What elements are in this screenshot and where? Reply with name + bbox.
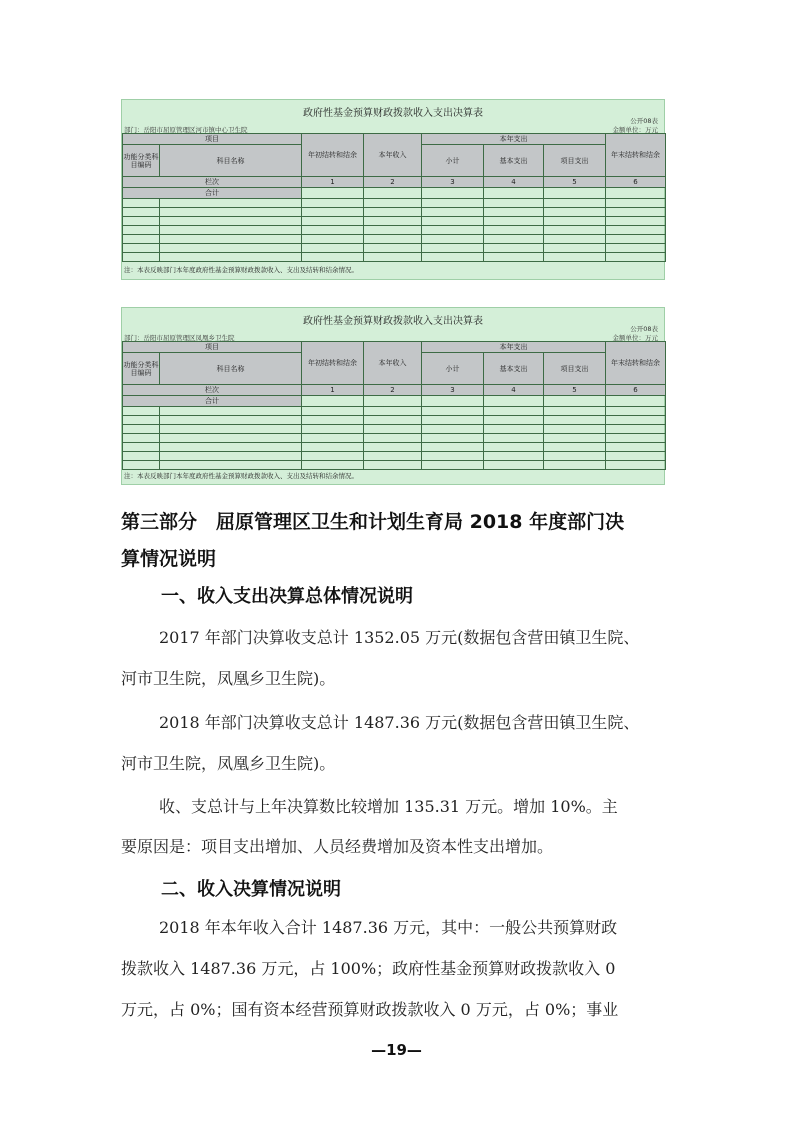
table-row xyxy=(123,452,666,461)
table-row xyxy=(123,199,666,208)
table-row xyxy=(123,235,666,244)
col-num: 5 xyxy=(544,177,606,188)
table-cell xyxy=(484,188,544,199)
header-income: 本年收入 xyxy=(364,342,422,385)
table-cell xyxy=(544,188,606,199)
header-subtotal: 小计 xyxy=(422,145,484,177)
header-item: 项目 xyxy=(123,134,302,145)
paragraph-3-line-2: 要原因是：项目支出增加、人员经费增加及资本性支出增加。 xyxy=(121,837,554,856)
table-row xyxy=(123,244,666,253)
table-row xyxy=(123,416,666,425)
table-code: 公开08表 xyxy=(630,117,658,125)
table-cell xyxy=(544,396,606,407)
table-row xyxy=(123,434,666,443)
part-title-line-2: 算情况说明 xyxy=(121,548,217,570)
table-row xyxy=(123,217,666,226)
col-num: 1 xyxy=(302,177,364,188)
col-num: 3 xyxy=(422,177,484,188)
table-department: 部门：岳阳市屈原管理区凤凰乡卫生院 xyxy=(124,334,235,342)
fund-budget-table-2 xyxy=(121,307,665,485)
col-label: 栏次 xyxy=(123,177,302,188)
part-title-line-1: 第三部分 屈原管理区卫生和计划生育局 2018 年度部门决 xyxy=(121,511,625,533)
table-row xyxy=(123,253,666,262)
section-heading-1: 一、收入支出决算总体情况说明 xyxy=(161,586,413,607)
page-number: —19— xyxy=(371,1041,422,1059)
header-func-code: 功能分类科目编码 xyxy=(123,145,160,177)
table-row xyxy=(123,425,666,434)
total-label: 合计 xyxy=(123,396,302,407)
table-unit: 金额单位：万元 xyxy=(612,126,658,134)
table-row xyxy=(123,226,666,235)
col-num: 6 xyxy=(606,385,666,396)
col-label: 栏次 xyxy=(123,385,302,396)
col-num: 4 xyxy=(484,177,544,188)
paragraph-3-line-1: 收、支总计与上年决算数比较增加 135.31 万元。增加 10%。主 xyxy=(159,797,618,816)
table-row xyxy=(123,443,666,452)
header-basic: 基本支出 xyxy=(484,353,544,385)
header-subject: 科目名称 xyxy=(160,145,302,177)
table-cell xyxy=(606,396,666,407)
col-num: 2 xyxy=(364,177,422,188)
col-num: 4 xyxy=(484,385,544,396)
header-end: 年末结转和结余 xyxy=(606,134,666,177)
col-num: 2 xyxy=(364,385,422,396)
table-row xyxy=(123,461,666,470)
table-code: 公开08表 xyxy=(630,325,658,333)
col-num: 3 xyxy=(422,385,484,396)
header-income: 本年收入 xyxy=(364,134,422,177)
section-heading-2: 二、收入决算情况说明 xyxy=(161,879,341,900)
table-cell xyxy=(422,396,484,407)
table-note: 注：本表反映部门本年度政府性基金预算财政拨款收入、支出及结转和结余情况。 xyxy=(124,472,358,480)
paragraph-1-line-2: 河市卫生院，凤凰乡卫生院)。 xyxy=(121,669,336,688)
header-begin: 年初结转和结余 xyxy=(302,134,364,177)
table-grid xyxy=(122,341,666,470)
table-cell xyxy=(606,188,666,199)
table-unit: 金额单位：万元 xyxy=(612,334,658,342)
header-expense: 本年支出 xyxy=(422,134,606,145)
header-end: 年末结转和结余 xyxy=(606,342,666,385)
header-expense: 本年支出 xyxy=(422,342,606,353)
paragraph-2-line-1: 2018 年部门决算收支总计 1487.36 万元(数据包含营田镇卫生院、 xyxy=(159,713,640,732)
paragraph-4-line-2: 拨款收入 1487.36 万元，占 100%；政府性基金预算财政拨款收入 0 xyxy=(121,959,616,978)
table-cell xyxy=(364,188,422,199)
table-department: 部门：岳阳市屈原管理区河市镇中心卫生院 xyxy=(124,126,248,134)
table-cell xyxy=(422,188,484,199)
table-title: 政府性基金预算财政拨款收入支出决算表 xyxy=(303,108,483,119)
header-begin: 年初结转和结余 xyxy=(302,342,364,385)
header-basic: 基本支出 xyxy=(484,145,544,177)
table-cell xyxy=(484,396,544,407)
table-note: 注：本表反映部门本年度政府性基金预算财政拨款收入、支出及结转和结余情况。 xyxy=(124,266,358,274)
table-row xyxy=(123,407,666,416)
table-title: 政府性基金预算财政拨款收入支出决算表 xyxy=(303,316,483,327)
table-cell xyxy=(302,188,364,199)
header-subtotal: 小计 xyxy=(422,353,484,385)
table-row xyxy=(123,208,666,217)
table-grid xyxy=(122,133,666,262)
header-item: 项目 xyxy=(123,342,302,353)
paragraph-4-line-3: 万元，占 0%；国有资本经营预算财政拨款收入 0 万元，占 0%；事业 xyxy=(121,1000,619,1019)
paragraph-2-line-2: 河市卫生院，凤凰乡卫生院)。 xyxy=(121,754,336,773)
col-num: 1 xyxy=(302,385,364,396)
col-num: 5 xyxy=(544,385,606,396)
paragraph-4-line-1: 2018 年本年收入合计 1487.36 万元，其中：一般公共预算财政 xyxy=(159,918,618,937)
table-cell xyxy=(302,396,364,407)
total-label: 合计 xyxy=(123,188,302,199)
header-project: 项目支出 xyxy=(544,353,606,385)
table-cell xyxy=(364,396,422,407)
header-project: 项目支出 xyxy=(544,145,606,177)
fund-budget-table-1 xyxy=(121,99,665,280)
header-func-code: 功能分类科目编码 xyxy=(123,353,160,385)
paragraph-1-line-1: 2017 年部门决算收支总计 1352.05 万元(数据包含营田镇卫生院、 xyxy=(159,628,640,647)
header-subject: 科目名称 xyxy=(160,353,302,385)
col-num: 6 xyxy=(606,177,666,188)
